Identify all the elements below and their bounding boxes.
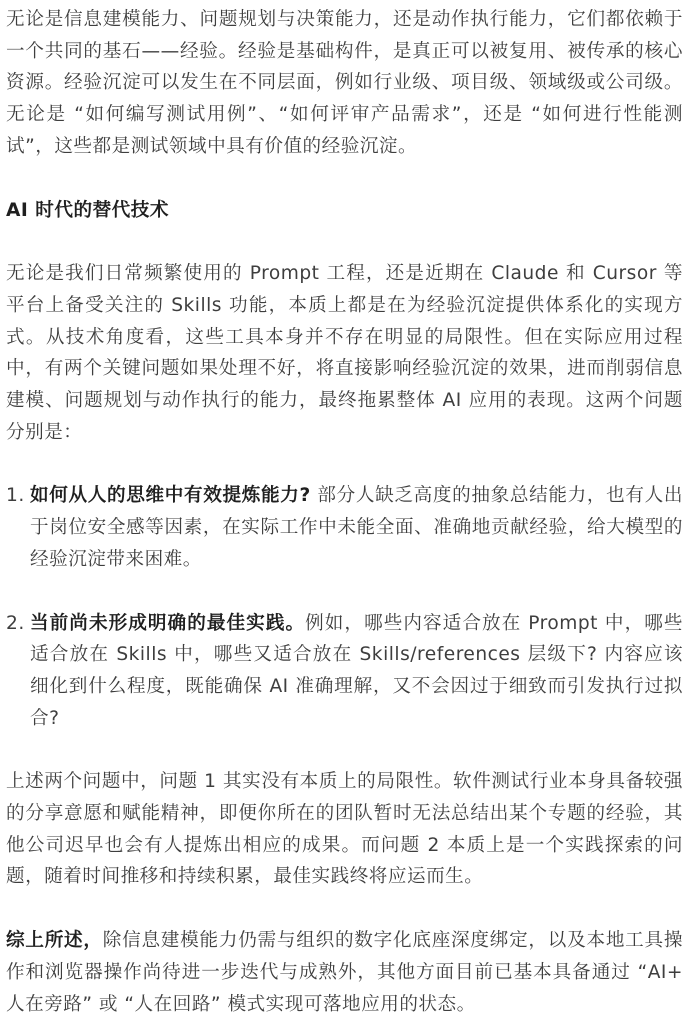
issue-list	[6, 480, 683, 734]
tech-paragraph: 无论是我们日常频繁使用的 Prompt 工程，还是近期在 Claude 和 Cursor 等平台上备受关注的 Skills 功能，本质上都是在为经验沉淀提供体系化的实现方式。从技术角度看，这些工具本身并不存在明显的局限性。但在实际应用过程中，有两个关键问题如果处理不好，将直接影响经验沉淀的效果，进而削弱信息建模、问题规划与动作执行的能力，最终拖累整体 AI 应用的表现。这两个问题分别是：	[6, 263, 683, 443]
list-item-body: 部分人缺乏高度的抽象总结能力，也有人出于岗位安全感等因素，在实际工作中未能全面、准确地贡献经验，给大模型的经验沉淀带来困难。	[30, 485, 683, 570]
list-item-title: 当前尚未形成明确的最佳实践。	[30, 612, 306, 634]
list-item-title: 如何从人的思维中有效提炼能力?	[30, 485, 311, 507]
intro-paragraph: 无论是信息建模能力、问题规划与决策能力，还是动作执行能力，它们都依赖于一个共同的基石——经验。经验是基础构件，是真正可以被复用、被传承的核心资源。经验沉淀可以发生在不同层面，例如行业级、项目级、领域级或公司级。无论是 “如何编写测试用例”、“如何评审产品需求”，还是 “如何进行性能测试”，这些都是测试领域中具有价值的经验沉淀。	[6, 9, 683, 157]
analysis-paragraph: 上述两个问题中，问题 1 其实没有本质上的局限性。软件测试行业本身具备较强的分享意愿和赋能精神，即便你所在的团队暂时无法总结出某个专题的经验，其他公司迟早也会有人提炼出相应的成果。而问题 2 本质上是一个实践探索的问题，随着时间推移和持续积累，最佳实践终将应运而生。	[6, 771, 683, 888]
list-item	[6, 608, 683, 735]
conclusion-lead: 综上所述，	[6, 930, 103, 952]
list-item-number: 1.	[6, 485, 25, 507]
section-heading: AI 时代的替代技术	[6, 199, 169, 221]
list-item	[6, 480, 683, 575]
conclusion-body: 除信息建模能力仍需与组织的数字化底座深度绑定，以及本地工具操作和浏览器操作尚待进一步迭代与成熟外，其他方面目前已基本具备通过 “AI+ 人在旁路” 或 “人在回路” 模式实现可落地应用的状态。	[6, 930, 683, 1015]
list-item-number: 2.	[6, 612, 25, 634]
list-item-body: 例如，哪些内容适合放在 Prompt 中，哪些适合放在 Skills 中，哪些又适合放在 Skills/references 层级下? 内容应该细化到什么程度，既能确保 AI 准确理解，又不会因过于细致而引发执行过拟合?	[30, 612, 683, 729]
conclusion-paragraph	[6, 925, 683, 1020]
